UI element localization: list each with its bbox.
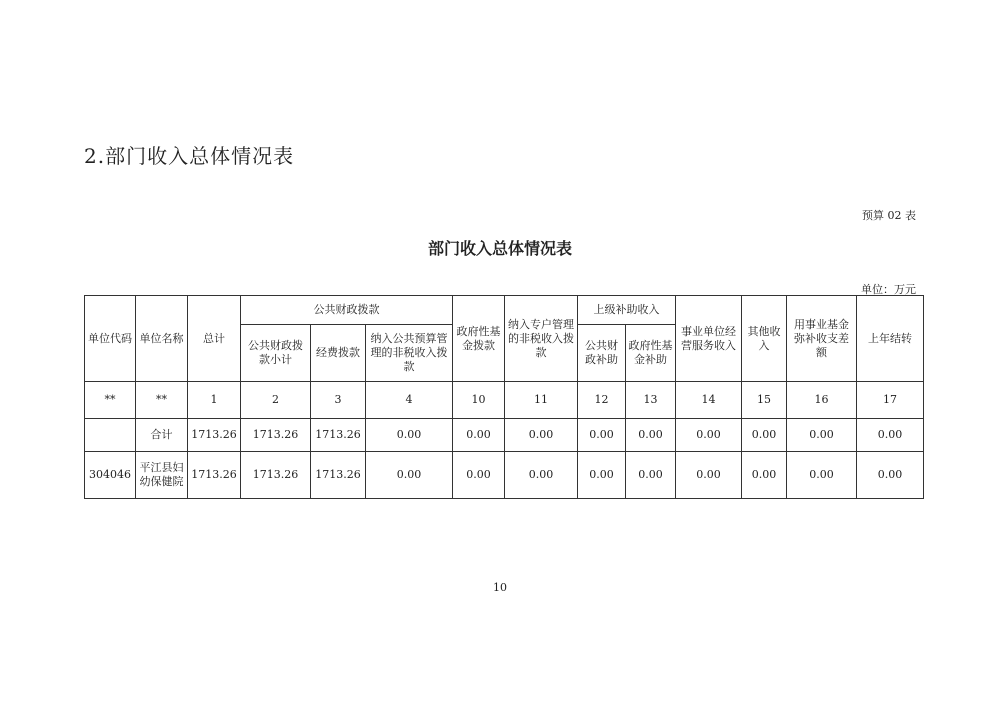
index-cell: 17	[857, 382, 924, 419]
table-row-total	[85, 419, 924, 452]
value-cell: 0.00	[453, 419, 505, 452]
value-cell: 0.00	[742, 452, 787, 499]
row-code	[85, 419, 136, 452]
value-cell: 0.00	[505, 419, 578, 452]
index-cell: 11	[505, 382, 578, 419]
header-gov-fund: 政府性基金拨款	[453, 296, 505, 382]
value-cell: 0.00	[742, 419, 787, 452]
index-cell: 10	[453, 382, 505, 419]
value-cell: 0.00	[505, 452, 578, 499]
index-cell: 4	[366, 382, 453, 419]
value-cell: 0.00	[578, 419, 626, 452]
value-cell: 0.00	[857, 419, 924, 452]
form-number: 预算 02 表	[862, 209, 916, 222]
value-cell: 1713.26	[311, 419, 366, 452]
header-non-tax-budget: 纳入公共预算管理的非税收入拨款	[366, 325, 453, 382]
value-cell: 1713.26	[188, 452, 241, 499]
row-code: 304046	[85, 452, 136, 499]
index-cell: 1	[188, 382, 241, 419]
index-cell: 15	[742, 382, 787, 419]
section-title: 2.部门收入总体情况表	[84, 144, 295, 168]
header-deficit-fill: 用事业基金弥补收支差额	[787, 296, 857, 382]
index-cell: 3	[311, 382, 366, 419]
header-funding: 经费拨款	[311, 325, 366, 382]
table-title: 部门收入总体情况表	[427, 239, 572, 258]
value-cell: 0.00	[857, 452, 924, 499]
value-cell: 0.00	[578, 452, 626, 499]
header-gov-fund-subsidy: 政府性基金补助	[626, 325, 676, 382]
header-other-income: 其他收入	[742, 296, 787, 382]
value-cell: 0.00	[626, 452, 676, 499]
header-public-finance-subtotal: 公共财政拨款小计	[241, 325, 311, 382]
index-cell: 16	[787, 382, 857, 419]
value-cell: 1713.26	[311, 452, 366, 499]
value-cell: 0.00	[366, 419, 453, 452]
header-carry-over: 上年结转	[857, 296, 924, 382]
value-cell: 1713.26	[241, 452, 311, 499]
row-name: 平江县妇幼保健院	[136, 452, 188, 499]
value-cell: 0.00	[453, 452, 505, 499]
value-cell: 0.00	[626, 419, 676, 452]
index-cell: 14	[676, 382, 742, 419]
header-public-finance: 公共财政拨款	[241, 296, 453, 325]
value-cell: 1713.26	[188, 419, 241, 452]
page-number: 10	[493, 581, 507, 594]
index-cell: **	[136, 382, 188, 419]
value-cell: 1713.26	[241, 419, 311, 452]
index-cell: 2	[241, 382, 311, 419]
value-cell: 0.00	[676, 452, 742, 499]
index-cell: 13	[626, 382, 676, 419]
value-cell: 0.00	[787, 452, 857, 499]
income-summary-table	[84, 295, 924, 499]
value-cell: 0.00	[676, 419, 742, 452]
header-unit-code: 单位代码	[85, 296, 136, 382]
index-cell: 12	[578, 382, 626, 419]
header-business-income: 事业单位经营服务收入	[676, 296, 742, 382]
value-cell: 0.00	[787, 419, 857, 452]
index-cell: **	[85, 382, 136, 419]
header-public-finance-subsidy: 公共财政补助	[578, 325, 626, 382]
header-total: 总计	[188, 296, 241, 382]
row-name: 合计	[136, 419, 188, 452]
header-superior-subsidy: 上级补助收入	[578, 296, 676, 325]
unit-label: 单位：万元	[861, 283, 916, 296]
index-row	[85, 382, 924, 419]
table-row-unit	[85, 452, 924, 499]
header-special-non-tax: 纳入专户管理的非税收入拨款	[505, 296, 578, 382]
header-unit-name: 单位名称	[136, 296, 188, 382]
value-cell: 0.00	[366, 452, 453, 499]
